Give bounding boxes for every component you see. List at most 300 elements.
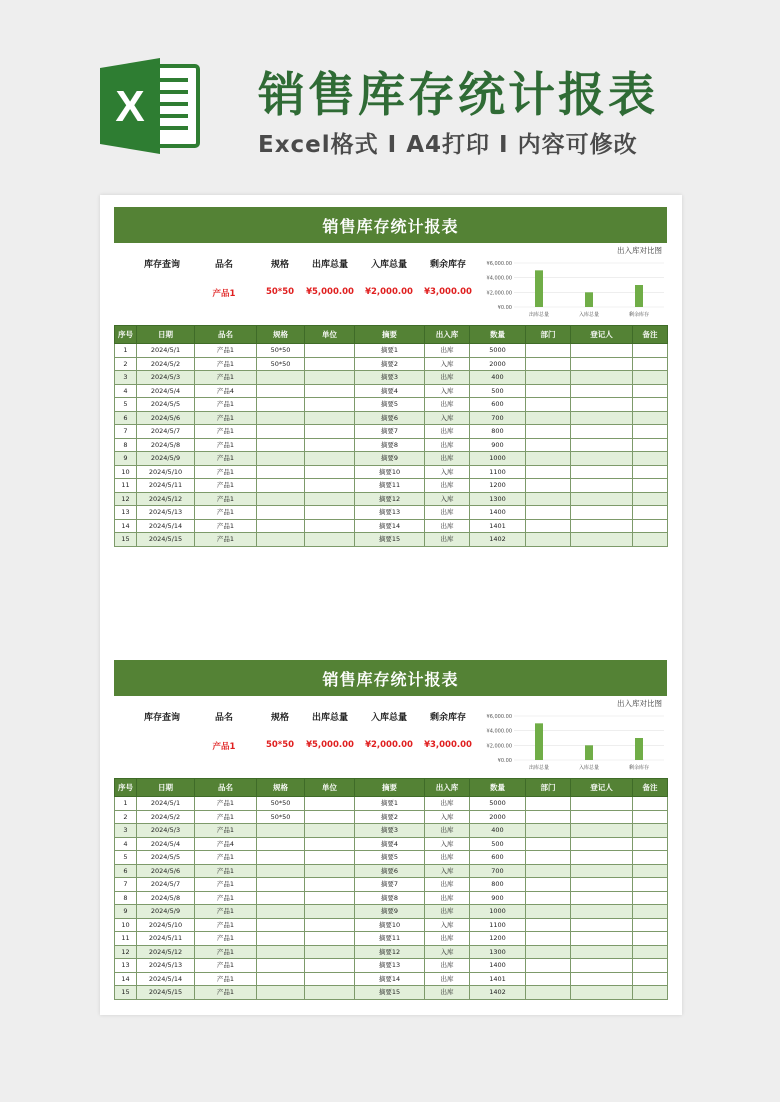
table-cell[interactable] [257,465,305,479]
table-cell[interactable]: 7 [115,878,137,892]
table-cell[interactable] [633,905,668,919]
table-cell[interactable] [633,972,668,986]
table-cell[interactable]: 产品1 [195,425,257,439]
table-cell[interactable] [257,891,305,905]
table-cell[interactable]: 1100 [470,465,526,479]
table-cell[interactable] [305,492,355,506]
table-cell[interactable]: 出库 [425,479,470,493]
table-cell[interactable] [526,972,571,986]
table-cell[interactable] [633,851,668,865]
table-cell[interactable]: 摘要13 [355,959,425,973]
table-cell[interactable]: 摘要14 [355,519,425,533]
table-cell[interactable] [571,492,633,506]
table-cell[interactable]: 2024/5/10 [137,465,195,479]
table-cell[interactable] [305,344,355,358]
table-cell[interactable] [633,371,668,385]
table-cell[interactable]: 摘要1 [355,344,425,358]
table-cell[interactable] [526,878,571,892]
table-cell[interactable]: 2024/5/2 [137,810,195,824]
table-cell[interactable]: 产品1 [195,465,257,479]
table-cell[interactable]: 摘要12 [355,492,425,506]
table-cell[interactable] [526,824,571,838]
table-cell[interactable]: 摘要8 [355,438,425,452]
table-cell[interactable]: 800 [470,878,526,892]
table-cell[interactable]: 2024/5/4 [137,384,195,398]
table-cell[interactable]: 2000 [470,810,526,824]
table-cell[interactable]: 产品4 [195,837,257,851]
table-cell[interactable]: 700 [470,411,526,425]
table-cell[interactable] [305,918,355,932]
table-cell[interactable]: 14 [115,972,137,986]
table-cell[interactable]: 1401 [470,972,526,986]
table-cell[interactable] [305,384,355,398]
table-cell[interactable] [257,411,305,425]
table-cell[interactable] [305,837,355,851]
table-cell[interactable]: 7 [115,425,137,439]
table-cell[interactable] [257,932,305,946]
table-cell[interactable]: 摘要6 [355,864,425,878]
table-cell[interactable]: 产品1 [195,479,257,493]
table-cell[interactable]: 产品1 [195,972,257,986]
table-cell[interactable] [571,519,633,533]
table-cell[interactable] [571,533,633,547]
table-cell[interactable] [305,533,355,547]
table-cell[interactable]: 摘要13 [355,506,425,520]
table-cell[interactable]: 8 [115,891,137,905]
table-cell[interactable]: 产品1 [195,344,257,358]
table-cell[interactable]: 出库 [425,891,470,905]
table-cell[interactable]: 出库 [425,878,470,892]
table-cell[interactable] [257,837,305,851]
table-cell[interactable] [305,371,355,385]
table-cell[interactable]: 产品1 [195,519,257,533]
table-cell[interactable] [571,797,633,811]
table-cell[interactable] [633,425,668,439]
table-cell[interactable] [526,986,571,1000]
table-cell[interactable] [526,932,571,946]
table-cell[interactable]: 产品1 [195,452,257,466]
table-cell[interactable]: 入库 [425,492,470,506]
table-cell[interactable]: 入库 [425,918,470,932]
table-cell[interactable] [633,959,668,973]
table-cell[interactable] [571,851,633,865]
table-cell[interactable] [633,438,668,452]
table-cell[interactable] [257,864,305,878]
table-cell[interactable]: 产品1 [195,492,257,506]
table-cell[interactable]: 500 [470,837,526,851]
table-cell[interactable] [257,824,305,838]
table-cell[interactable] [305,438,355,452]
table-cell[interactable]: 产品1 [195,357,257,371]
table-cell[interactable]: 2024/5/6 [137,411,195,425]
table-cell[interactable] [305,945,355,959]
table-cell[interactable]: 2024/5/1 [137,344,195,358]
table-cell[interactable]: 出库 [425,824,470,838]
table-cell[interactable]: 出库 [425,533,470,547]
table-cell[interactable] [571,438,633,452]
table-cell[interactable] [526,945,571,959]
table-cell[interactable]: 入库 [425,837,470,851]
table-cell[interactable]: 出库 [425,506,470,520]
table-cell[interactable]: 产品1 [195,945,257,959]
table-cell[interactable]: 15 [115,533,137,547]
table-cell[interactable] [257,425,305,439]
table-cell[interactable] [526,519,571,533]
table-cell[interactable]: 2024/5/1 [137,797,195,811]
table-cell[interactable]: 2024/5/12 [137,492,195,506]
table-cell[interactable]: 1200 [470,932,526,946]
table-cell[interactable]: 产品1 [195,986,257,1000]
table-cell[interactable] [571,371,633,385]
table-cell[interactable]: 摘要11 [355,479,425,493]
table-cell[interactable] [257,945,305,959]
table-cell[interactable]: 摘要4 [355,384,425,398]
table-cell[interactable]: 500 [470,384,526,398]
table-cell[interactable] [526,891,571,905]
table-cell[interactable] [633,398,668,412]
table-cell[interactable] [633,797,668,811]
table-cell[interactable]: 3 [115,824,137,838]
table-cell[interactable] [526,810,571,824]
table-cell[interactable] [305,824,355,838]
table-cell[interactable] [571,411,633,425]
table-cell[interactable] [633,452,668,466]
table-cell[interactable]: 产品1 [195,398,257,412]
table-cell[interactable] [571,506,633,520]
table-cell[interactable] [305,357,355,371]
table-cell[interactable]: 出库 [425,371,470,385]
table-cell[interactable]: 摘要6 [355,411,425,425]
table-cell[interactable] [571,824,633,838]
table-cell[interactable]: 5000 [470,797,526,811]
table-cell[interactable] [526,357,571,371]
table-cell[interactable]: 2024/5/14 [137,519,195,533]
table-cell[interactable]: 2024/5/12 [137,945,195,959]
table-cell[interactable]: 摘要2 [355,810,425,824]
table-cell[interactable]: 产品1 [195,851,257,865]
table-cell[interactable] [633,986,668,1000]
table-cell[interactable]: 摘要4 [355,837,425,851]
table-cell[interactable]: 10 [115,465,137,479]
table-cell[interactable]: 入库 [425,864,470,878]
table-cell[interactable]: 入库 [425,810,470,824]
table-cell[interactable]: 摘要14 [355,972,425,986]
table-cell[interactable]: 出库 [425,851,470,865]
table-cell[interactable] [305,891,355,905]
table-cell[interactable]: 产品4 [195,384,257,398]
table-cell[interactable]: 出库 [425,986,470,1000]
table-cell[interactable]: 入库 [425,465,470,479]
table-cell[interactable] [571,384,633,398]
table-cell[interactable]: 出库 [425,438,470,452]
table-cell[interactable] [305,452,355,466]
table-cell[interactable] [257,479,305,493]
table-cell[interactable] [633,824,668,838]
table-cell[interactable]: 产品1 [195,411,257,425]
table-cell[interactable]: 5 [115,398,137,412]
table-cell[interactable]: 1000 [470,905,526,919]
table-cell[interactable] [571,810,633,824]
table-cell[interactable]: 50*50 [257,344,305,358]
table-cell[interactable] [571,959,633,973]
table-cell[interactable]: 产品1 [195,878,257,892]
table-cell[interactable]: 产品1 [195,891,257,905]
table-cell[interactable]: 出库 [425,398,470,412]
table-cell[interactable] [571,878,633,892]
table-cell[interactable]: 6 [115,864,137,878]
table-cell[interactable]: 9 [115,905,137,919]
table-cell[interactable] [526,905,571,919]
table-cell[interactable] [305,986,355,1000]
table-cell[interactable] [257,905,305,919]
table-cell[interactable]: 产品1 [195,797,257,811]
table-cell[interactable]: 摘要7 [355,878,425,892]
table-cell[interactable]: 10 [115,918,137,932]
table-cell[interactable]: 2 [115,357,137,371]
table-cell[interactable]: 2024/5/15 [137,986,195,1000]
table-cell[interactable] [633,878,668,892]
table-cell[interactable]: 5 [115,851,137,865]
table-cell[interactable]: 14 [115,519,137,533]
table-cell[interactable] [305,479,355,493]
table-cell[interactable]: 600 [470,398,526,412]
table-cell[interactable]: 900 [470,891,526,905]
table-cell[interactable] [526,506,571,520]
table-cell[interactable]: 产品1 [195,918,257,932]
table-cell[interactable]: 2024/5/3 [137,371,195,385]
table-cell[interactable] [305,959,355,973]
table-cell[interactable]: 摘要3 [355,371,425,385]
table-cell[interactable]: 700 [470,864,526,878]
table-cell[interactable] [257,986,305,1000]
table-cell[interactable]: 出库 [425,972,470,986]
table-cell[interactable]: 4 [115,384,137,398]
table-cell[interactable] [571,986,633,1000]
table-cell[interactable]: 摘要3 [355,824,425,838]
table-cell[interactable] [526,371,571,385]
table-cell[interactable] [257,398,305,412]
table-cell[interactable] [305,864,355,878]
table-cell[interactable] [633,492,668,506]
table-cell[interactable] [305,972,355,986]
table-cell[interactable] [633,384,668,398]
table-cell[interactable]: 50*50 [257,810,305,824]
table-cell[interactable] [257,519,305,533]
table-cell[interactable]: 400 [470,371,526,385]
table-cell[interactable]: 摘要12 [355,945,425,959]
table-cell[interactable] [526,533,571,547]
table-cell[interactable]: 摘要15 [355,986,425,1000]
table-cell[interactable]: 产品1 [195,905,257,919]
table-cell[interactable] [633,506,668,520]
table-cell[interactable] [526,918,571,932]
table-cell[interactable] [571,837,633,851]
table-cell[interactable]: 入库 [425,357,470,371]
table-cell[interactable] [633,479,668,493]
table-cell[interactable] [571,425,633,439]
table-cell[interactable] [257,438,305,452]
table-cell[interactable]: 出库 [425,797,470,811]
table-cell[interactable]: 50*50 [257,357,305,371]
table-cell[interactable]: 产品1 [195,506,257,520]
table-cell[interactable]: 摘要5 [355,851,425,865]
table-cell[interactable]: 1100 [470,918,526,932]
table-cell[interactable] [633,519,668,533]
table-cell[interactable] [305,465,355,479]
table-cell[interactable]: 产品1 [195,533,257,547]
table-cell[interactable] [305,878,355,892]
table-cell[interactable]: 800 [470,425,526,439]
table-cell[interactable]: 出库 [425,452,470,466]
table-cell[interactable] [257,851,305,865]
table-cell[interactable] [305,932,355,946]
table-cell[interactable] [305,810,355,824]
table-cell[interactable]: 2024/5/14 [137,972,195,986]
table-cell[interactable] [257,492,305,506]
table-cell[interactable] [526,479,571,493]
table-cell[interactable]: 9 [115,452,137,466]
table-cell[interactable]: 2 [115,810,137,824]
table-cell[interactable]: 2000 [470,357,526,371]
table-cell[interactable] [305,851,355,865]
table-cell[interactable]: 1402 [470,986,526,1000]
table-cell[interactable]: 1402 [470,533,526,547]
table-cell[interactable]: 2024/5/7 [137,425,195,439]
table-cell[interactable]: 2024/5/13 [137,506,195,520]
table-cell[interactable] [633,810,668,824]
table-cell[interactable] [633,891,668,905]
table-cell[interactable] [633,411,668,425]
table-cell[interactable]: 1400 [470,959,526,973]
table-cell[interactable] [633,357,668,371]
table-cell[interactable] [526,851,571,865]
table-cell[interactable]: 1000 [470,452,526,466]
table-cell[interactable]: 2024/5/9 [137,452,195,466]
table-cell[interactable] [571,465,633,479]
table-cell[interactable]: 摘要7 [355,425,425,439]
table-cell[interactable]: 产品1 [195,824,257,838]
table-cell[interactable] [257,371,305,385]
table-cell[interactable] [571,945,633,959]
table-cell[interactable] [633,932,668,946]
table-cell[interactable] [305,411,355,425]
table-cell[interactable]: 2024/5/5 [137,851,195,865]
table-cell[interactable]: 2024/5/10 [137,918,195,932]
table-cell[interactable] [257,384,305,398]
table-cell[interactable]: 产品1 [195,864,257,878]
table-cell[interactable]: 摘要5 [355,398,425,412]
table-cell[interactable] [257,918,305,932]
table-cell[interactable] [571,864,633,878]
table-cell[interactable]: 入库 [425,384,470,398]
table-cell[interactable] [633,344,668,358]
table-cell[interactable] [633,945,668,959]
table-cell[interactable]: 11 [115,932,137,946]
table-cell[interactable]: 1300 [470,492,526,506]
table-cell[interactable] [571,452,633,466]
table-cell[interactable] [526,425,571,439]
table-cell[interactable] [257,533,305,547]
table-cell[interactable]: 摘要8 [355,891,425,905]
table-cell[interactable]: 产品1 [195,932,257,946]
table-cell[interactable] [305,519,355,533]
table-cell[interactable] [571,932,633,946]
table-cell[interactable]: 摘要10 [355,918,425,932]
table-cell[interactable]: 15 [115,986,137,1000]
table-cell[interactable]: 出库 [425,425,470,439]
table-cell[interactable]: 50*50 [257,797,305,811]
table-cell[interactable] [571,891,633,905]
table-cell[interactable]: 入库 [425,945,470,959]
table-cell[interactable]: 产品1 [195,438,257,452]
table-cell[interactable]: 出库 [425,959,470,973]
table-cell[interactable]: 12 [115,945,137,959]
table-cell[interactable]: 1300 [470,945,526,959]
table-cell[interactable] [526,438,571,452]
table-cell[interactable]: 8 [115,438,137,452]
table-cell[interactable] [526,411,571,425]
table-cell[interactable]: 产品1 [195,959,257,973]
table-cell[interactable]: 6 [115,411,137,425]
table-cell[interactable] [257,452,305,466]
table-cell[interactable] [526,452,571,466]
table-cell[interactable]: 2024/5/15 [137,533,195,547]
table-cell[interactable] [526,398,571,412]
table-cell[interactable] [305,398,355,412]
table-cell[interactable] [571,479,633,493]
table-cell[interactable]: 产品1 [195,810,257,824]
table-cell[interactable] [305,425,355,439]
table-cell[interactable]: 600 [470,851,526,865]
table-cell[interactable]: 2024/5/8 [137,438,195,452]
table-cell[interactable]: 出库 [425,344,470,358]
table-cell[interactable]: 2024/5/8 [137,891,195,905]
table-cell[interactable]: 2024/5/5 [137,398,195,412]
table-cell[interactable] [571,398,633,412]
table-cell[interactable]: 产品1 [195,371,257,385]
table-cell[interactable]: 5000 [470,344,526,358]
table-cell[interactable] [257,959,305,973]
table-cell[interactable] [526,344,571,358]
table-cell[interactable] [526,864,571,878]
table-cell[interactable]: 4 [115,837,137,851]
table-cell[interactable] [305,905,355,919]
table-cell[interactable]: 2024/5/13 [137,959,195,973]
table-cell[interactable] [526,959,571,973]
table-cell[interactable]: 摘要15 [355,533,425,547]
table-cell[interactable] [526,492,571,506]
table-cell[interactable]: 出库 [425,519,470,533]
table-cell[interactable] [257,506,305,520]
table-cell[interactable] [633,837,668,851]
table-cell[interactable] [571,918,633,932]
table-cell[interactable] [633,533,668,547]
table-cell[interactable]: 摘要2 [355,357,425,371]
table-cell[interactable] [526,465,571,479]
table-cell[interactable] [526,797,571,811]
table-cell[interactable]: 2024/5/9 [137,905,195,919]
table-cell[interactable]: 12 [115,492,137,506]
table-cell[interactable]: 400 [470,824,526,838]
table-cell[interactable] [526,384,571,398]
table-cell[interactable]: 1200 [470,479,526,493]
table-cell[interactable] [571,357,633,371]
table-cell[interactable]: 入库 [425,411,470,425]
table-cell[interactable] [633,864,668,878]
table-cell[interactable] [257,878,305,892]
table-cell[interactable]: 3 [115,371,137,385]
table-cell[interactable]: 摘要9 [355,905,425,919]
